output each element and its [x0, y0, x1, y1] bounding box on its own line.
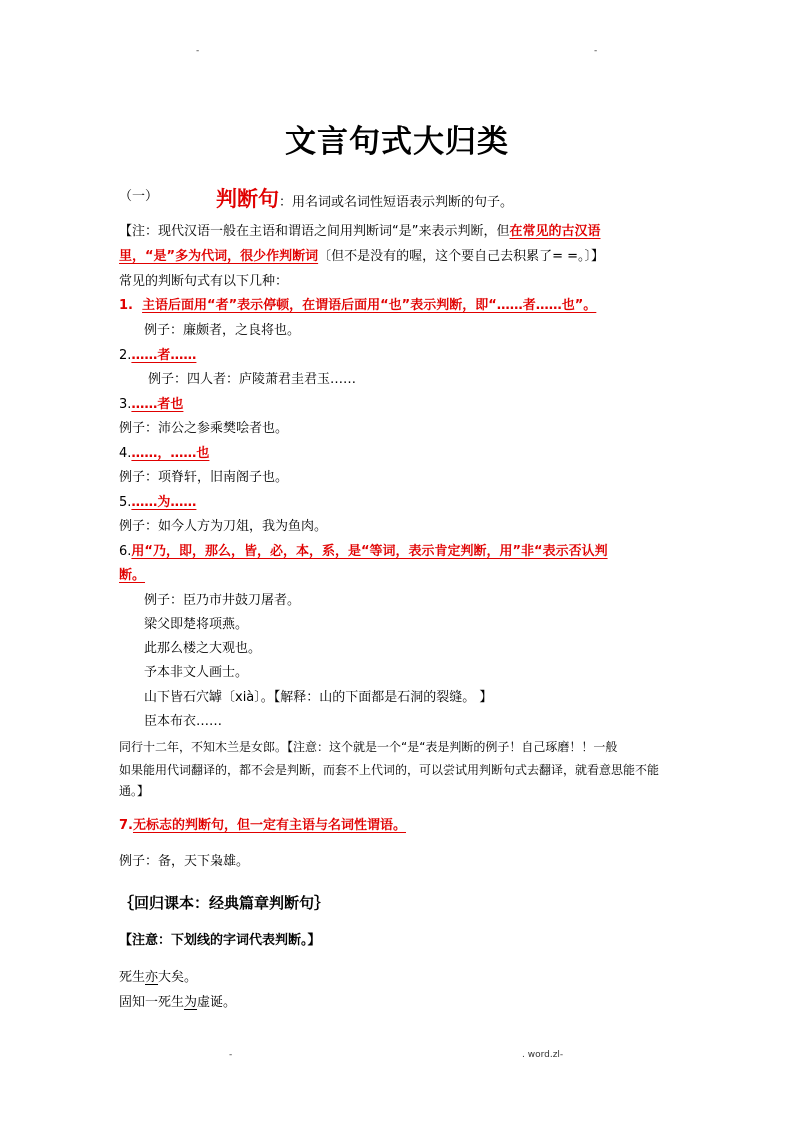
footer-left-mark: -	[229, 1050, 233, 1060]
section-definition: ：用名词或名词性短语表示判断的句子。	[279, 195, 514, 210]
review-s1-post: 大矣。	[158, 970, 198, 985]
item-6-example-2: 梁父即楚将项燕。	[144, 617, 249, 632]
item-4	[119, 445, 209, 463]
note-highlight-1: 在常见的古汉语	[509, 224, 601, 239]
item-7-num: 7.	[119, 818, 133, 833]
item-2-label: ……者……	[131, 348, 197, 363]
para-line-1: 同行十二年，不知木兰是女郎。【注意：这个就是一个“是“表是判断的例子！自己琢磨！！一般	[119, 740, 618, 754]
note-line-2	[119, 248, 604, 266]
item-6-example-4: 予本非文人画士。	[144, 665, 249, 680]
para-line-2: 如果能用代词翻译的，都不会是判断，而套不上代词的，可以尝试用判断句式去翻译，就看意思能不能	[119, 763, 660, 777]
item-6-example-1: 例子：臣乃市井鼓刀屠者。	[144, 593, 301, 608]
review-s2-marker: 为	[184, 995, 198, 1010]
item-4-example: 例子：项脊轩，旧南阁子也。	[119, 470, 289, 485]
section-number: （一）	[119, 189, 159, 204]
section-heading	[216, 183, 513, 213]
item-5	[119, 494, 196, 512]
item-5-example: 例子：如今人方为刀俎，我为鱼肉。	[119, 519, 328, 534]
item-7-label: 无标志的判断句，但一定有主语与名词性谓语。	[132, 818, 406, 833]
header-right-mark: -	[594, 46, 598, 56]
review-s1-pre: 死生	[119, 970, 146, 985]
item-1-label: 主语后面用“者”表示停顿，在谓语后面用“也”表示判断，即“……者……也”。	[142, 298, 597, 313]
review-s2-post: 虚诞。	[197, 995, 237, 1010]
item-6-example-5: 山下皆石穴罅〔xià〕。【解释：山的下面都是石洞的裂缝。 】	[144, 690, 493, 705]
item-3-label: ……者也	[131, 397, 184, 412]
item-1-example: 例子：廉颇者，之良将也。	[144, 323, 301, 338]
review-s1-marker: 亦	[145, 970, 159, 985]
item-1-num: 1.	[119, 298, 133, 313]
intro-text: 常见的判断句式有以下几种：	[119, 274, 289, 289]
item-5-label: ……为……	[131, 495, 197, 510]
review-note: 【注意：下划线的字词代表判断。】	[119, 933, 321, 948]
footer-right-text: . word.zl-	[522, 1050, 564, 1060]
note-line-1	[119, 223, 601, 241]
item-6-label-1: 用“乃，即，那么，皆，必，本，系，是“等词，表示肯定判断，用”非“表示否认判	[131, 544, 608, 559]
item-2	[119, 347, 196, 365]
section-name: 判断句	[216, 187, 279, 211]
item-4-num: 4.	[119, 446, 132, 461]
item-3-example: 例子：沛公之参乘樊哙者也。	[119, 421, 289, 436]
note-prefix: 【注：现代汉语一般在主语和谓语之间用判断词“是”来表示判断，但	[119, 224, 510, 239]
para-line-3: 通。】	[119, 784, 150, 798]
item-6-num: 6.	[119, 544, 132, 559]
note-highlight-2: 里，“是”多为代词，很少作判断词	[119, 249, 319, 264]
item-2-example: 例子：四人者：庐陵萧君圭君玉……	[148, 372, 357, 387]
review-heading: ｛回归课本：经典篇章判断句｝	[119, 894, 330, 912]
review-sentence-2	[119, 994, 236, 1012]
item-6-label-2: 断。	[119, 568, 146, 583]
item-4-label: ……，……也	[131, 446, 210, 461]
item-6-line-2	[119, 567, 145, 585]
item-7	[119, 817, 406, 835]
item-3	[119, 396, 183, 414]
item-7-example: 例子：备，天下枭雄。	[119, 854, 250, 869]
page-title: 文言句式大归类	[285, 124, 509, 160]
header-left-mark: -	[196, 46, 200, 56]
item-1	[119, 297, 596, 315]
item-6-line-1	[119, 543, 608, 561]
item-6-example-3: 此那么楼之大观也。	[144, 641, 262, 656]
item-3-num: 3.	[119, 397, 132, 412]
item-2-num: 2.	[119, 348, 132, 363]
item-6-example-6: 臣本布衣……	[144, 714, 223, 729]
note-suffix: 〔但不是没有的喔，这个要自己去积累了= =。〕】	[318, 249, 605, 264]
review-s2-pre: 固知一死生	[119, 995, 185, 1010]
review-sentence-1	[119, 969, 197, 987]
item-5-num: 5.	[119, 495, 132, 510]
